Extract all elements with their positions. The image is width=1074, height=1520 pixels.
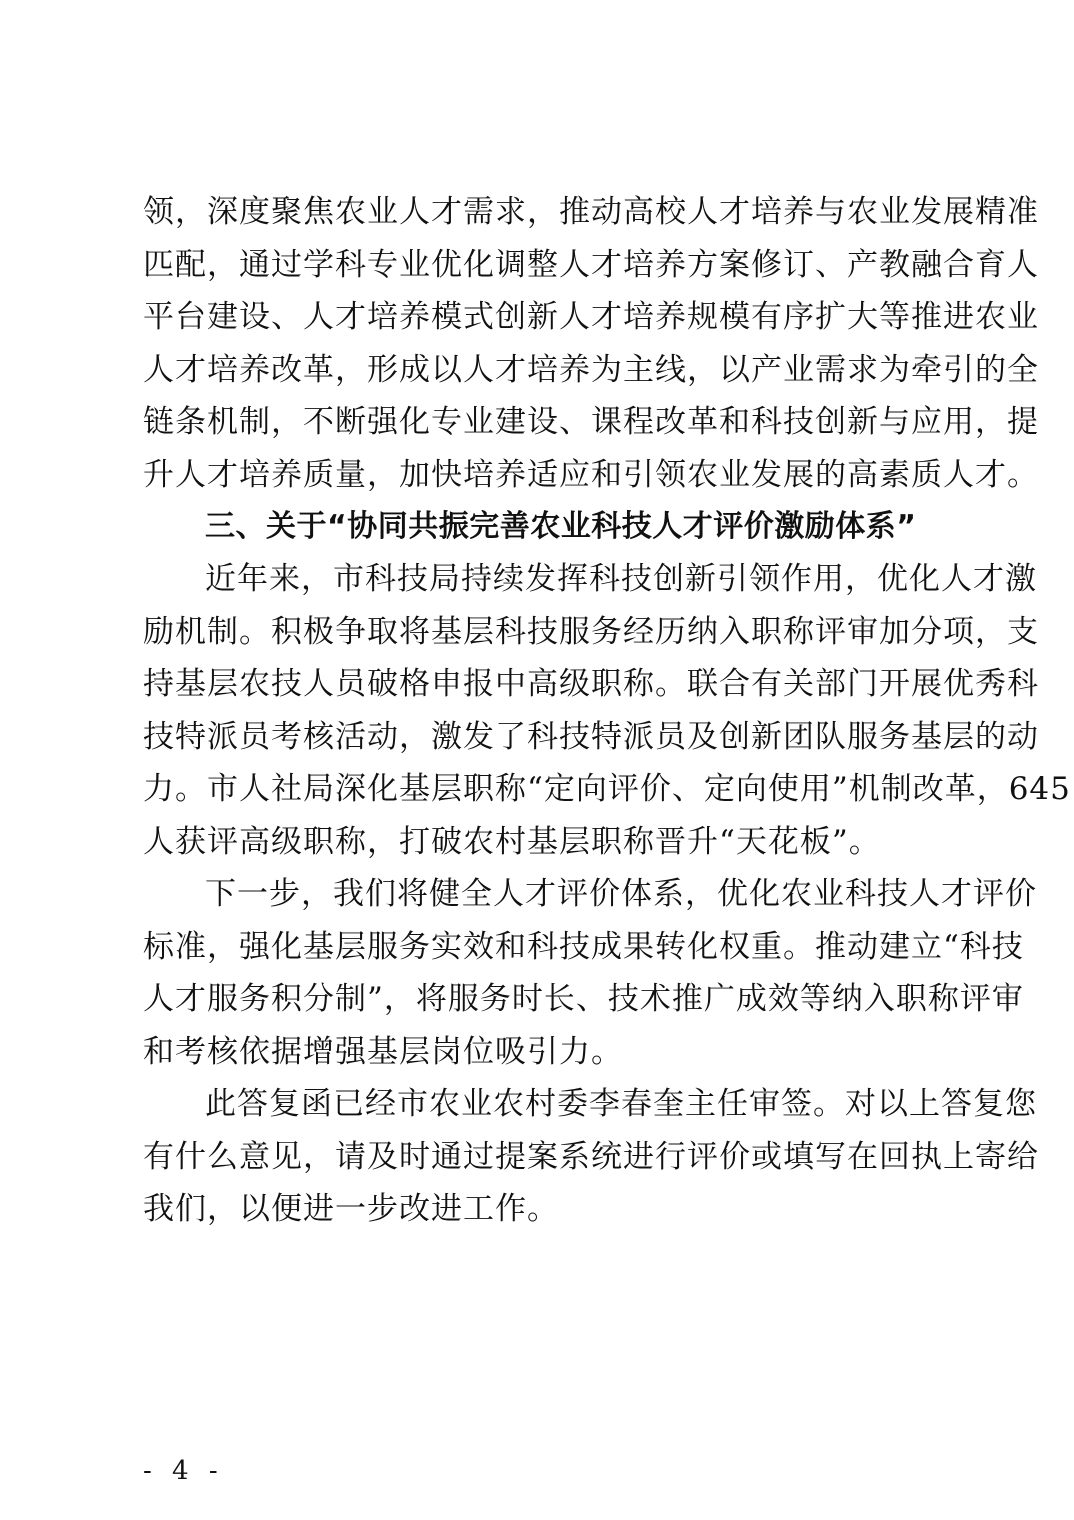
- paragraph-talent-training: [143, 186, 1039, 501]
- paragraph-next-steps: [143, 868, 1037, 1078]
- page-number: - 4 -: [143, 1456, 224, 1486]
- text-line: 有什么意见，请及时通过提案系统进行评价或填写在回执上寄给: [143, 1138, 1039, 1175]
- text-line: 平台建设、人才培养模式创新人才培养规模有序扩大等推进农业: [143, 299, 1039, 335]
- text-line: 技特派员考核活动，激发了科技特派员及创新团队服务基层的动: [143, 718, 1039, 755]
- text-line: 链条机制，不断强化专业建设、课程改革和科技创新与应用，提: [143, 404, 1039, 440]
- paragraph-closing: [143, 1078, 1039, 1236]
- text-line: 和考核依据增强基层岗位吸引力。: [143, 1033, 623, 1070]
- text-line: 升人才培养质量，加快培养适应和引领农业发展的高素质人才。: [143, 456, 1039, 493]
- section-heading-text: 三、关于“协同共振完善农业科技人才评价激励体系”: [205, 509, 917, 544]
- text-line: 我们，以便进一步改进工作。: [143, 1191, 559, 1227]
- text-line: 人获评高级职称，打破农村基层职称晋升“天花板”。: [143, 823, 881, 860]
- text-line: 励机制。积极争取将基层科技服务经历纳入职称评审加分项，支: [143, 613, 1039, 650]
- text-line: 人才服务积分制”，将服务时长、技术推广成效等纳入职称评审: [143, 981, 1024, 1017]
- text-line: 持基层农技人员破格申报中高级职称。联合有关部门开展优秀科: [143, 666, 1039, 702]
- section-heading: [143, 501, 943, 554]
- text-line: 领，深度聚焦农业人才需求，推动高校人才培养与农业发展精准: [143, 194, 1039, 230]
- text-line: 人才培养改革，形成以人才培养为主线，以产业需求为牵引的全: [143, 351, 1039, 388]
- text-line: 此答复函已经市农业农村委李春奎主任审签。对以上答复您: [205, 1086, 1037, 1122]
- text-line: 下一步，我们将健全人才评价体系，优化农业科技人才评价: [205, 876, 1037, 912]
- text-line: 匹配，通过学科专业优化调整人才培养方案修订、产教融合育人: [143, 246, 1039, 283]
- paragraph-incentive-mechanism: [143, 553, 1071, 868]
- text-line: 近年来，市科技局持续发挥科技创新引领作用，优化人才激: [205, 561, 1037, 597]
- text-line: 标准，强化基层服务实效和科技成果转化权重。推动建立“科技: [143, 928, 1024, 965]
- text-line: 力。市人社局深化基层职称“定向评价、定向使用”机制改革，645: [143, 771, 1071, 807]
